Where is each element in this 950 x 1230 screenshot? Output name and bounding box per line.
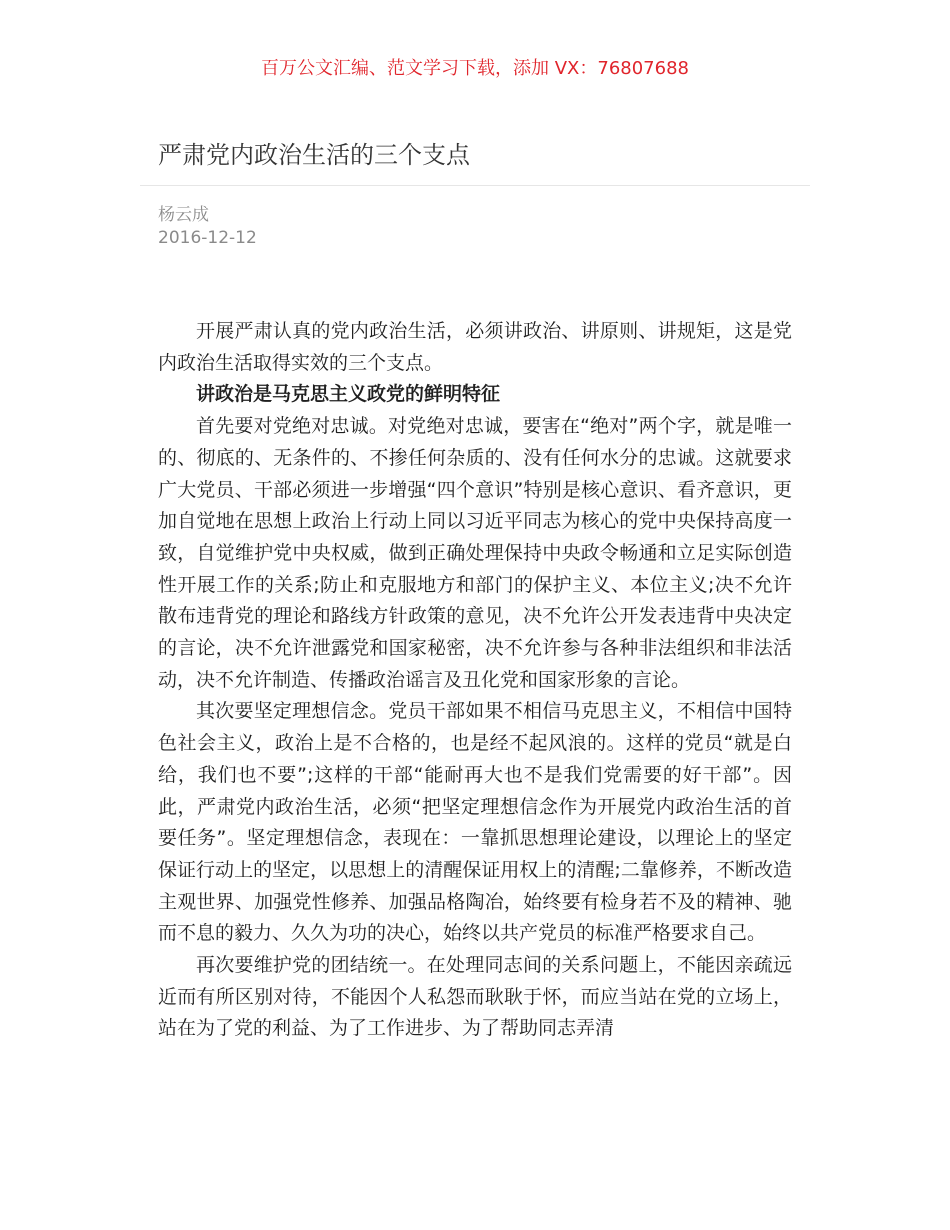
section-heading: 讲政治是马克思主义政党的鲜明特征: [196, 383, 501, 406]
title-divider: [140, 185, 810, 186]
promo-banner: 百万公文汇编、范文学习下载，添加 VX：76807688: [261, 58, 689, 79]
article-body: [158, 316, 792, 1045]
body-paragraph: 首先要对党绝对忠诚。对党绝对忠诚，要害在“绝对”两个字，就是唯一的、彻底的、无条件的、不掺任何杂质的、没有任何水分的忠诚。这就要求广大党员、干部必须进一步增强“四个意识”特别是核心意识、看齐意识，更加自觉地在思想上政治上行动上同以习近平同志为核心的党中央保持高度一致，自觉维护党中央权威，做到正确处理保持中央政令畅通和立足实际创造性开展工作的关系;防止和克服地方和部门的保护主义、本位主义;决不允许散布违背党的理论和路线方针政策的意见，决不允许公开发表违背中央决定的言论，决不允许泄露党和国家秘密，决不允许参与各种非法组织和非法活动，决不允许制造、传播政治谣言及丑化党和国家形象的言论。: [158, 415, 792, 691]
body-paragraph: 其次要坚定理想信念。党员干部如果不相信马克思主义，不相信中国特色社会主义，政治上是不合格的，也是经不起风浪的。这样的党员“就是白给，我们也不要”;这样的干部“能耐再大也不是我们党需要的好干部”。因此，严肃党内政治生活，必须“把坚定理想信念作为开展党内政治生活的首要任务”。坚定理想信念，表现在：一靠抓思想理论建设，以理论上的坚定保证行动上的坚定，以思想上的清醒保证用权上的清醒;二靠修养，不断改造主观世界、加强党性修养、加强品格陶冶，始终要有检身若不及的精神、驰而不息的毅力、久久为功的决心，始终以共产党员的标准严格要求自己。: [158, 700, 792, 945]
article-date: 2016-12-12: [158, 228, 257, 248]
intro-paragraph: 开展严肃认真的党内政治生活，必须讲政治、讲原则、讲规矩，这是党内政治生活取得实效的三个支点。: [158, 320, 792, 374]
article-author: 杨云成: [158, 205, 209, 225]
article-title: 严肃党内政治生活的三个支点: [158, 141, 470, 169]
body-paragraph: 再次要维护党的团结统一。在处理同志间的关系问题上，不能因亲疏远近而有所区别对待，不能因个人私怨而耿耿于怀，而应当站在党的立场上，站在为了党的利益、为了工作进步、为了帮助同志弄清: [158, 954, 792, 1040]
